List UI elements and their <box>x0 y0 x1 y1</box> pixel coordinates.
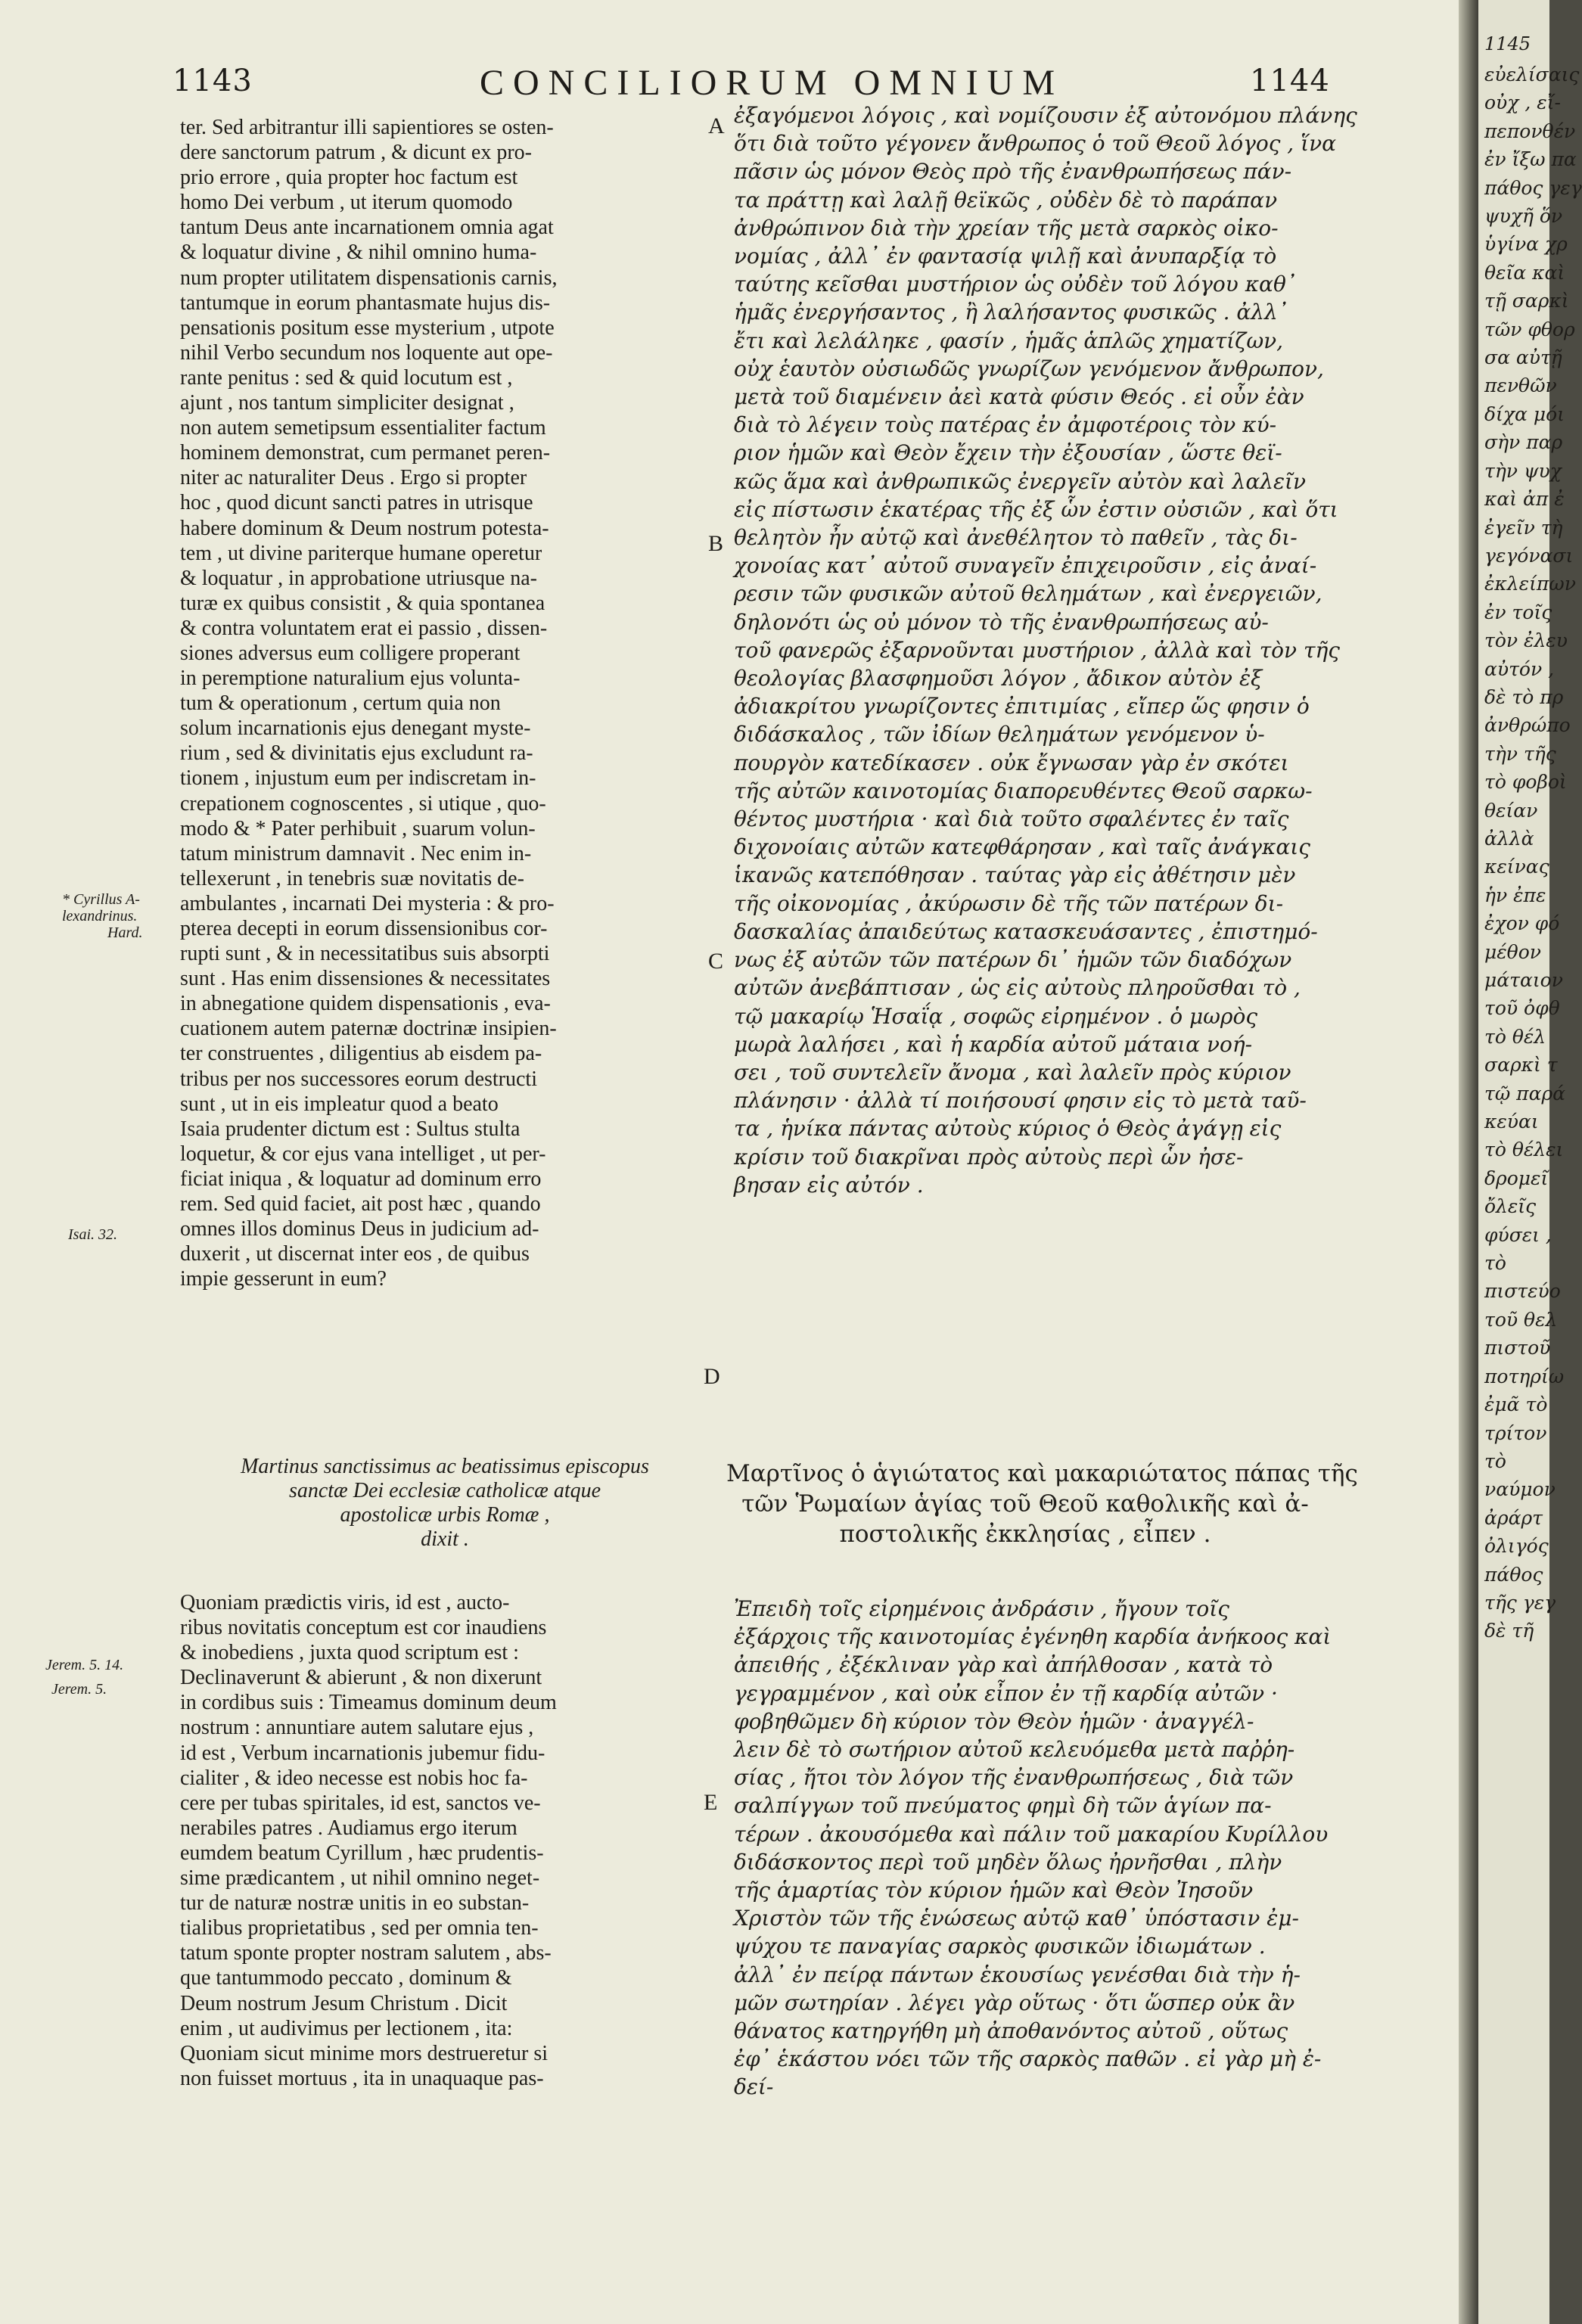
text-line: tellexerunt , in tenebris suæ novitatis de- <box>180 866 524 890</box>
text-line: ambulantes , incarnati Dei mysteria : & pro- <box>180 891 555 915</box>
text-line: Μαρτῖνος ὁ ἁγιώτατος καὶ μακαριώτατος πάπας τῆς <box>726 1460 1358 1487</box>
text-line: τὸν ἐλευ <box>1484 629 1568 652</box>
text-line: & loquatur , in approbatione utriusque na- <box>180 566 537 590</box>
text-line: ψύχου τε παναγίας σαρκὸς φυσικῶν ἰδιωμάτων . <box>734 1934 1266 1959</box>
text-line: τῇ σαρκὶ <box>1484 290 1569 312</box>
book-gutter <box>1459 0 1478 2324</box>
text-line: non autem semetipsum essentialiter factum <box>180 416 546 440</box>
text-line: rium , sed & divinitatis ejus excludunt ra- <box>180 741 533 766</box>
text-line: tialibus proprietatibus , sed per omnia ten- <box>180 1916 539 1940</box>
text-line: δὲ τὸ πρ <box>1484 685 1564 708</box>
text-line: πιστεύο <box>1484 1280 1561 1303</box>
text-line: τὴν τῆς <box>1484 742 1556 765</box>
text-line: in peremptione naturalium ejus volunta- <box>180 666 521 691</box>
text-line: ter construentes , diligentius ab eisdem pa- <box>180 1042 542 1066</box>
text-line: impie gesserunt in eum? <box>180 1267 387 1291</box>
text-line: σαλπίγγων τοῦ πνεύματος φημὶ δὴ τῶν ἁγίων πα- <box>734 1793 1272 1819</box>
text-line: τὸ θέλει <box>1484 1139 1564 1161</box>
text-line: αὐτόν , <box>1484 657 1555 680</box>
latin-column-top <box>180 115 710 1291</box>
section-marker-a: A <box>708 113 725 138</box>
text-line: τοῦ θελ <box>1484 1308 1558 1331</box>
text-line: ἀδιακρίτου γνωρίζοντες ἐπιτιμίας , εἴπερ ὥς φησιν ὁ <box>734 694 1310 719</box>
text-line: ναύμον <box>1484 1478 1556 1501</box>
text-line: οὐχ , εἴ- <box>1484 92 1561 114</box>
text-line: φύσει , <box>1484 1223 1552 1246</box>
text-line: δρομεῖ <box>1484 1167 1549 1189</box>
text-line: pterea decepti in eorum dissensionibus cor- <box>180 917 548 940</box>
text-line: ρεσιν τῶν φυσικῶν αὐτοῦ θελημάτων , καὶ ἐνεργειῶν, <box>734 581 1322 607</box>
text-line: niter ac naturaliter Deus . Ergo si propter <box>180 466 527 490</box>
text-line: hominem demonstrat, cum permanet peren- <box>180 441 551 465</box>
text-line: ἀνθρώπινον διὰ τὴν χρείαν τῆς μετὰ σαρκὸς οἰκο- <box>734 215 1279 241</box>
text-line: solum incarnationis ejus denegant myste- <box>180 716 531 741</box>
text-line: καὶ ἀπ ἐ <box>1484 488 1565 511</box>
text-line: μέθον <box>1484 940 1541 963</box>
text-line: τῆς ἁμαρτίας τὸν κύριον ἡμῶν καὶ Θεὸν Ἰησοῦν <box>734 1878 1254 1903</box>
text-line: κείνας <box>1484 856 1549 878</box>
text-line: ὅτι διὰ τοῦτο γέγονεν ἄνθρωπος ὁ τοῦ Θεοῦ λόγος , ἵνα <box>734 131 1337 157</box>
text-line: πάθος γεγ <box>1484 176 1582 199</box>
text-line: ἐξαγόμενοι λόγοις , καὶ νομίζουσιν ἐξ αὐτονόμου πλάνης <box>734 103 1357 128</box>
text-line: πλάνησιν · ἀλλὰ τί ποιήσουσί φησιν εἰς τὸ μετὰ ταῦ- <box>734 1088 1307 1114</box>
text-line: omnes illos dominus Deus in judicium ad- <box>180 1217 539 1241</box>
text-line: & loquatur divine , & nihil omnino huma- <box>180 241 537 265</box>
text-line: αὐτῶν ἀνεβάπτισαν , ὡς εἰς αὐτοὺς πληροῦσθαι τὸ , <box>734 975 1301 1001</box>
text-line: ἡν ἐπε <box>1484 884 1546 906</box>
text-line: κεύαι <box>1484 1111 1539 1133</box>
text-line: apostolicæ urbis Romæ , <box>340 1503 550 1527</box>
text-line: κρίσιν τοῦ διακρῖναι πρὸς αὐτοὺς περὶ ὧν ἠσε- <box>734 1144 1244 1170</box>
text-line: rupti sunt , & in necessitatibus suis absorpti <box>180 942 550 966</box>
text-line: πιστοῦ <box>1484 1337 1551 1359</box>
text-line: dixit . <box>421 1527 469 1551</box>
text-line: ποτηρίω <box>1484 1365 1565 1387</box>
text-line: Quoniam prædictis viris, id est , aucto- <box>180 1591 510 1614</box>
text-line: σὴν παρ <box>1484 431 1563 454</box>
greek-column-bottom <box>734 1595 1332 2102</box>
text-line: ἐν ἴξω πα <box>1484 148 1577 171</box>
text-line: μετὰ τοῦ διαμένειν ἀεὶ κατὰ φύσιν Θεός . εἰ οὖν ἐὰν <box>734 384 1304 410</box>
text-line: χονοίας κατ᾽ αὐτοῦ συναγεῖν ἐπιχειροῦσιν , εἰς ἀναί- <box>734 553 1317 579</box>
martinus-heading-latin <box>180 1455 710 1552</box>
text-line: ταύτης κεῖσθαι μυστήριον ὡς οὐδὲν τοῦ λόγου καθ᾽ <box>734 272 1297 297</box>
text-line: homo Dei verbum , ut iterum quomodo <box>180 191 513 215</box>
text-line: ἀνθρώπο <box>1484 714 1571 737</box>
text-line: πᾶσιν ὡς μόνον Θεὸς πρὸ τῆς ἐνανθρωπήσεως πάν- <box>734 159 1292 185</box>
section-marker-b: B <box>708 531 724 556</box>
margin-note-line: * Cyrillus A- <box>62 891 140 908</box>
text-line: Ἐπειδὴ τοῖς εἰρημένοις ἀνδράσιν , ἤγουν τοῖς <box>734 1596 1229 1621</box>
text-line: τῶν Ῥωμαίων ἁγίας τοῦ Θεοῦ καθολικῆς καὶ ἀ- <box>741 1490 1309 1518</box>
text-line: ἐφ᾽ ἑκάστου νόει τῶν τῆς σαρκὸς παθῶν . εἰ γὰρ μὴ ἐ- <box>734 2046 1322 2072</box>
margin-note-cyrillus <box>62 891 142 941</box>
text-line: habere dominum & Deum nostrum potesta- <box>180 516 549 540</box>
text-line: loquetur, & cor ejus vana intelliget , ut per- <box>180 1142 546 1166</box>
text-line: Isaia prudenter dictum est : Sultus stulta <box>180 1117 521 1141</box>
text-line: ἐχον φό <box>1484 912 1560 935</box>
text-line: ἀλλὰ <box>1484 827 1534 850</box>
text-line: ἔτι καὶ λελάληκε , φασίν , ἡμᾶς ἁπλῶς χηματίζων, <box>734 328 1284 353</box>
text-line: rem. Sed quid faciet, ait post hæc , quando <box>180 1192 541 1216</box>
text-line: τῷ παρά <box>1484 1082 1566 1105</box>
text-line: τῆς οἰκονομίας , ἀκύρωσιν δὲ τῆς τῶν πατέρων δι- <box>734 890 1284 916</box>
text-line: tum & operationum , certum quia non <box>180 691 501 716</box>
latin-column-bottom <box>180 1590 710 2091</box>
text-line: hoc , quod dicunt sancti patres in utrisque <box>180 491 533 515</box>
text-line: δηλονότι ὡς οὐ μόνον τὸ τῆς ἐνανθρωπήσεως αὐ- <box>734 609 1269 635</box>
text-line: πεπονθέν <box>1484 120 1576 142</box>
text-line: sunt . Has enim dissensiones & necessitates <box>180 967 551 991</box>
text-line: πουργὸν κατεδίκασεν . οὐκ ἔγνωσαν γὰρ ἐν σκότει <box>734 750 1289 775</box>
text-line: δὲ τῆ <box>1484 1620 1534 1642</box>
text-line: ριον ἡμῶν καὶ Θεὸν ἔχειν τὴν ἐξουσίαν , ὥστε θεϊ- <box>734 440 1282 466</box>
text-line: siones adversus eum colligere properant <box>180 641 521 665</box>
text-line: tantum Deus ante incarnationem omnia agat <box>180 216 554 240</box>
text-line: dere sanctorum patrum , & dicunt ex pro- <box>180 141 532 165</box>
text-line: tatum ministrum damnavit . Nec enim in- <box>180 841 532 865</box>
text-line: μῶν σωτηρίαν . λέγει γὰρ οὕτως · ὅτι ὥσπερ οὐκ ἂν <box>734 1990 1295 2015</box>
text-line: τα , ἡνίκα πάντας αὐτοὺς κύριος ὁ Θεὸς ἀγάγῃ εἰς <box>734 1116 1282 1142</box>
text-line: tribus per nos successores eorum destructi <box>180 1067 537 1091</box>
text-line: νως ἐξ αὐτῶν τῶν πατέρων δι᾽ ἡμῶν τῶν διαδόχων <box>734 947 1292 973</box>
text-line: διδάσκαλος , τῶν ἰδίων θελημάτων γενόμενον ὑ- <box>734 722 1265 747</box>
text-line: τὸ <box>1484 1449 1506 1472</box>
text-line: θελητὸν ἦν αὐτῷ καὶ ἀνεθέλητον τὸ παθεῖν , τὰς δι- <box>734 525 1298 551</box>
text-line: ὀλιγός <box>1484 1535 1549 1558</box>
text-line: ter. Sed arbitrantur illi sapientiores se osten- <box>180 116 554 139</box>
text-line: nihil Verbo secundum nos loquente aut ope- <box>180 340 553 365</box>
martinus-heading-greek <box>726 1459 1358 1549</box>
text-line: σα αὐτῇ <box>1484 346 1562 369</box>
text-line: πενθῶν <box>1484 374 1557 397</box>
text-line: Χριστὸν τῶν τῆς ἑνώσεως αὐτῷ καθ᾽ ὑπόστασιν ἐμ- <box>734 1906 1299 1931</box>
text-line: ἐξάρχοις τῆς καινοτομίας ἐγένηθη καρδία ἀνήκοος καὶ <box>734 1624 1332 1650</box>
text-line: τῶν φθορ <box>1484 318 1575 340</box>
text-line: rante penitus : sed & quid locutum est , <box>180 365 513 390</box>
text-line: τὸ φοβοὶ <box>1484 771 1567 794</box>
text-line: Quoniam sicut minime mors destrueretur si <box>180 2041 549 2065</box>
text-line: eumdem beatum Cyrillum , hæc prudentis- <box>180 1841 544 1865</box>
text-line: turæ ex quibus consistit , & quia spontanea <box>180 591 545 615</box>
text-line: τῷ μακαρίῳ Ἡσαΐᾳ , σοφῶς εἰρημένον . ὁ μωρὸς <box>734 1003 1258 1029</box>
next-page-edge <box>1478 0 1582 2324</box>
text-line: θέντος μυστήρια · καὶ διὰ τοῦτο σφαλέντες ἐν ταῖς <box>734 806 1289 832</box>
margin-note-isai: Isai. 32. <box>68 1226 117 1243</box>
next-page-number: 1145 <box>1484 33 1531 54</box>
text-line: δίχα μόι <box>1484 402 1565 425</box>
text-line: sime prædicantem , ut nihil omnino neget- <box>180 1866 540 1891</box>
text-line: τὸ θέλ <box>1484 1025 1546 1048</box>
text-line: Martinus sanctissimus ac beatissimus episcopus <box>241 1455 649 1478</box>
text-line: nostrum : annuntiare autem salutare ejus , <box>180 1716 534 1740</box>
text-line: δεί- <box>734 2074 774 2100</box>
text-line: δασκαλίας ἀπαιδεύτως κατασκευάσαντες , ἐπιστημό- <box>734 918 1318 944</box>
text-line: βησαν εἰς αὐτόν . <box>734 1172 924 1198</box>
text-line: κῶς ἅμα καὶ ἀνθρωπικῶς ἐνεργεῖν αὐτὸν καὶ λαλεῖν <box>734 468 1307 494</box>
page-title: CONCILIORUM OMNIUM <box>479 63 1064 103</box>
text-line: modo & * Pater perhibuit , suarum volun- <box>180 816 536 840</box>
text-line: in cordibus suis : Timeamus dominum deum <box>180 1691 557 1715</box>
text-line: cere per tubas spiritales, id est, sanctos ve- <box>180 1791 541 1815</box>
text-line: ψυχῆ ὅν <box>1484 205 1563 228</box>
text-line: ἱκανῶς κατεπόθησαν . ταύτας γὰρ εἰς ἀθέτησιν μὲν <box>734 862 1296 888</box>
text-line: τὴν ψυχ <box>1484 459 1562 482</box>
text-line: λειν δὲ τὸ σωτήριον αὐτοῦ κελευόμεθα μετὰ παῤῥη- <box>734 1737 1295 1763</box>
margin-note-jerem-2: Jerem. 5. <box>51 1681 107 1698</box>
text-line: γεγόνασι <box>1484 544 1574 567</box>
text-line: Deum nostrum Jesum Christum . Dicit <box>180 1991 508 2015</box>
text-line: & inobediens , juxta quod scriptum est : <box>180 1641 519 1665</box>
text-line: ajunt , nos tantum simpliciter designat , <box>180 391 514 415</box>
text-line: id est , Verbum incarnationis jubemur fidu- <box>180 1741 545 1765</box>
text-line: sanctæ Dei ecclesiæ catholicæ atque <box>288 1479 601 1502</box>
margin-note-line: Hard. <box>107 924 143 941</box>
text-line: θάνατος κατηργήθη μὴ ἀποθανόντος αὐτοῦ , οὕτως <box>734 2018 1288 2044</box>
text-line: ὑγίνα χρ <box>1484 233 1568 256</box>
text-line: crepationem cognoscentes , si utique , quo- <box>180 791 546 816</box>
text-line: tantumque in eorum phantasmate hujus dis- <box>180 290 551 315</box>
section-marker-e: E <box>704 1790 718 1815</box>
text-line: ἐγεῖν τὴ <box>1484 516 1563 539</box>
text-line: ἐκλείπων <box>1484 573 1576 595</box>
text-line: ἡμᾶς ἐνεργήσαντος , ἢ λαλήσαντος φυσικῶς . ἀλλ᾽ <box>734 300 1288 325</box>
text-line: duxerit , ut discernat inter eos , de quibus <box>180 1242 530 1266</box>
text-line: ποστολικῆς ἐκκλησίας , εἶπεν . <box>839 1521 1211 1548</box>
text-line: sunt , ut in eis impleatur quod a beato <box>180 1092 499 1116</box>
greek-column-top <box>734 101 1357 1199</box>
margin-note-jerem-1: Jerem. 5. 14. <box>45 1657 124 1673</box>
text-line: μωρὰ λαλήσει , καὶ ἡ καρδία αὐτοῦ μάταια νοή- <box>734 1031 1253 1057</box>
text-line: ἐν τοῖς <box>1484 601 1552 623</box>
text-line: θεολογίας βλασφημοῦσι λόγον , ἄδικον αὐτὸν ἐξ <box>734 666 1263 691</box>
text-line: & contra voluntatem erat ei passio , dissen- <box>180 616 548 640</box>
text-line: νομίας , ἀλλ᾽ ἐν φαντασίᾳ ψιλῇ καὶ ἀνυπαρξίᾳ τὸ <box>734 244 1277 269</box>
text-line: θείαν <box>1484 799 1538 822</box>
text-line: τέρων . ἀκουσόμεθα καὶ πάλιν τοῦ μακαρίου Κυρίλλου <box>734 1821 1329 1847</box>
text-line: in abnegatione quidem dispensationis , eva- <box>180 992 551 1016</box>
text-line: διχονοίαις αὐτῶν κατεφθάρησαν , καὶ ταῖς ἀνάγκαις <box>734 834 1310 860</box>
text-line: τὸ <box>1484 1252 1506 1275</box>
text-line: τῆς γεγ <box>1484 1591 1556 1614</box>
text-line: tem , ut divine pariterque humane operetur <box>180 541 542 565</box>
text-line: ἀλλ᾽ ἐν πείρᾳ πάντων ἑκουσίως γενέσθαι διὰ τὴν ἡ- <box>734 1962 1301 1987</box>
text-line: prio errore , quia propter hoc factum est <box>180 166 518 190</box>
text-line: non fuisset mortuus , ita in unaquaque pas- <box>180 2066 544 2090</box>
text-line: τοῦ ὀφθ <box>1484 997 1560 1020</box>
text-line: τρίτον <box>1484 1421 1547 1444</box>
text-line: cialiter , & ideo necesse est nobis hoc fa- <box>180 1766 528 1790</box>
text-line: θεῖα καὶ <box>1484 261 1565 284</box>
text-line: εἰς πίστωσιν ἑκατέρας τῆς ἐξ ὧν ἐστιν οὐσιῶν , καὶ ὅτι <box>734 496 1338 522</box>
text-line: ἐμᾶ τὸ <box>1484 1393 1548 1416</box>
text-line: tatum sponte propter nostram salutem , abs- <box>180 1941 552 1965</box>
text-line: ἀπειθής , ἐξέκλιναν γὰρ καὶ ἀπήλθοσαν , κατὰ τὸ <box>734 1652 1273 1678</box>
text-line: τοῦ φανερῶς ἐξαρνοῦνται μυστήριον , ἀλλὰ καὶ τὸν τῆς <box>734 637 1340 663</box>
text-line: nerabiles patres . Audiamus ergo iterum <box>180 1816 517 1840</box>
text-line: enim , ut audivimus per lectionem , ita: <box>180 2016 513 2040</box>
text-line: διδάσκοντος περὶ τοῦ μηδὲν ὅλως ἠρνῆσθαι , πλὴν <box>734 1849 1282 1875</box>
text-line: σαρκὶ τ <box>1484 1054 1558 1077</box>
text-line: τῆς αὐτῶν καινοτομίας διαπορευθέντες Θεοῦ σαρκω- <box>734 778 1313 803</box>
text-line: εὐελίσαις <box>1484 64 1580 85</box>
text-line: ficiat iniqua , & loquatur ad dominum erro <box>180 1167 542 1191</box>
text-line: pensationis positum esse mysterium , utpote <box>180 315 555 340</box>
text-line: φοβηθῶμεν δὴ κύριον τὸν Θεὸν ἡμῶν · ἀναγγέλ- <box>734 1708 1254 1734</box>
next-page-text <box>1484 61 1582 1645</box>
text-line: πάθος <box>1484 1563 1543 1586</box>
text-line: σίας , ἤτοι τὸν λόγον τῆς ἐνανθρωπήσεως , διὰ τῶν <box>734 1765 1294 1791</box>
text-line: ὄλεῖς <box>1484 1195 1537 1218</box>
text-line: οὐχ ἑαυτὸν οὐσιωδῶς γνωρίζων γενόμενον ἄνθρωπον, <box>734 356 1324 381</box>
text-line: tionem , injustum eum per indiscretam in- <box>180 766 536 791</box>
margin-note-line: lexandrinus. <box>62 908 138 924</box>
text-line: cuationem autem paternæ doctrinæ insipien- <box>180 1017 557 1041</box>
page-number-right: 1144 <box>1250 64 1330 98</box>
text-line: ribus novitatis conceptum est cor inaudiens <box>180 1616 547 1640</box>
text-line: num propter utilitatem dispensationis carnis, <box>180 266 558 290</box>
section-marker-c: C <box>708 949 724 974</box>
text-line: Declinaverunt & abierunt , & non dixerunt <box>180 1666 542 1690</box>
text-line: que tantummodo peccato , dominum & <box>180 1966 512 1990</box>
text-line: διὰ τὸ λέγειν τοὺς πατέρας ἐν ἀμφοτέροις τὸν κύ- <box>734 412 1277 438</box>
text-line: ἀράρτ <box>1484 1506 1543 1529</box>
text-line: τα πράττῃ καὶ λαλῇ θεϊκῶς , οὐδὲν δὲ τὸ παράπαν <box>734 187 1278 213</box>
text-line: tur de naturæ nostræ unitis in eo substan- <box>180 1891 530 1915</box>
text-line: σει , τοῦ συντελεῖν ἄνομα , καὶ λαλεῖν πρὸς κύριον <box>734 1059 1291 1085</box>
text-line: μάταιον <box>1484 969 1563 991</box>
text-line: γεγραμμένον , καὶ οὐκ εἶπον ἐν τῇ καρδίᾳ αὐτῶν · <box>734 1680 1278 1706</box>
section-marker-d: D <box>704 1364 720 1389</box>
page-number-left: 1143 <box>172 64 253 98</box>
